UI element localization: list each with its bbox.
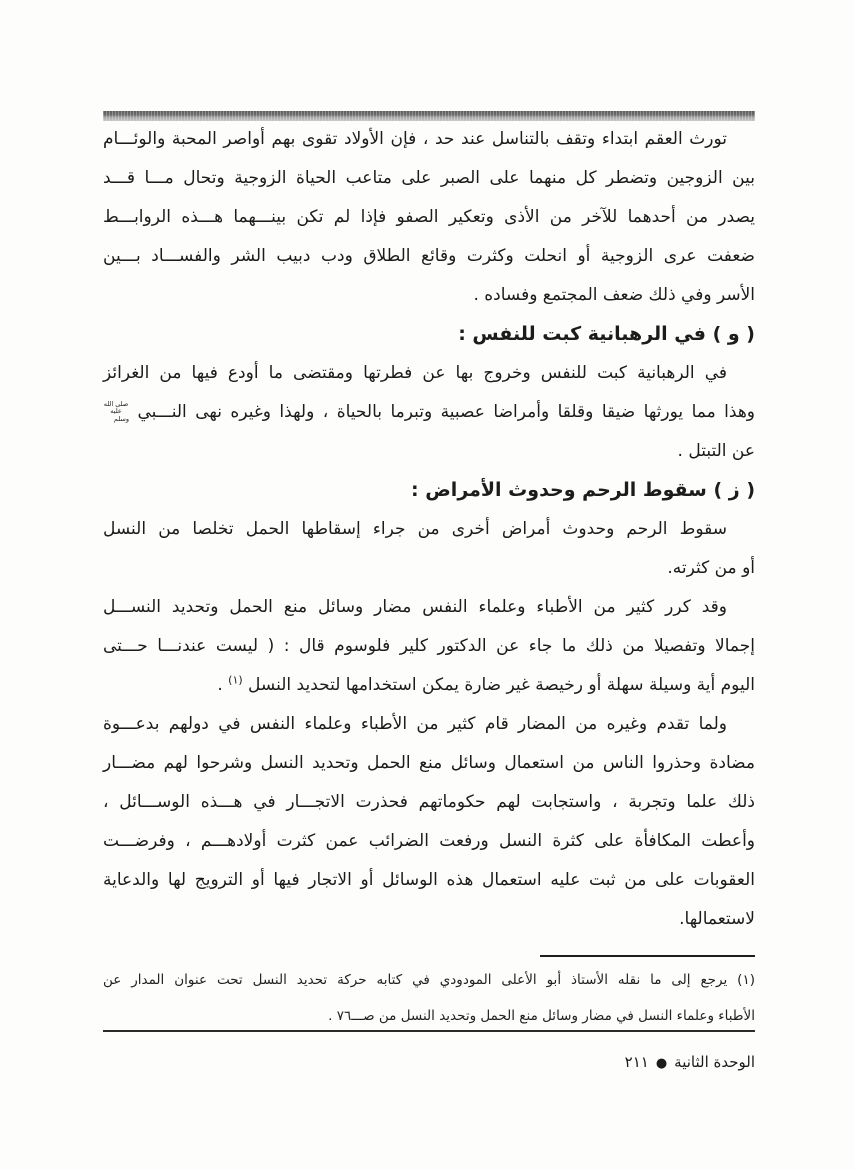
text-line: في الرهبانية كبت للنفس وخروج بها عن فطرتها ومقتضى ما أودع فيها من الغرائز	[103, 363, 727, 383]
footer-bullet: ●	[655, 1056, 668, 1071]
page-number: ١١٢	[624, 1053, 649, 1071]
text-line: مضادة وحذروا الناس من استعمال وسائل منع الحمل وتحديد النسل وشرحوا لهم مضـــار	[103, 753, 755, 773]
text-run: اليوم أية وسيلة سهلة أو رخيصة غير ضارة يمكن استخدامها لتحديد النسل	[242, 675, 755, 695]
text-line: الأسر وفي ذلك ضعف المجتمع وفساده .	[473, 285, 755, 305]
text-line: عن التبتل .	[677, 441, 755, 461]
text-line: إجمالا وتفصيلا من ذلك ما جاء عن الدكتور كلير فلوسوم قال : ( ليست عندنـــا حـــتى	[103, 636, 755, 656]
text-line	[103, 666, 755, 705]
footnote-line: الأطباء وعلماء النسل في مضار وسائل منع الحمل وتحديد النسل من صـــ٧٦ .	[328, 1008, 755, 1024]
text-run: وهذا مما يورثها ضيقا وقلقا وأمراضا عصبية وتبرما بالحياة ، ولهذا وغيره نهى النـــبي	[137, 402, 755, 422]
text-line: بين الزوجين وتضطر كل منهما على الصبر على متاعب الحياة الزوجية وتحال مـــا قـــد	[103, 168, 755, 188]
text-line: ذلك علما وتجربة ، واستجابت لهم حكوماتهم فحذرت الاتجـــار في هـــذه الوســـائل ،	[103, 792, 755, 812]
text-line: وقد كرر كثير من الأطباء وعلماء النفس مضار وسائل منع الحمل وتحديد النســـل	[103, 597, 727, 617]
paragraph	[103, 120, 755, 315]
text-line: العقوبات على من ثبت عليه استعمال هذه الوسائل أو الاتجار فيها أو الترويج لها والدعاية	[103, 870, 755, 890]
paragraph	[103, 705, 755, 939]
paragraph	[103, 354, 755, 471]
text-line: تورث العقم ابتداء وتقف بالتناسل عند حد ، فإن الأولاد تقوى بهم أواصر المحبة والوئـــام	[103, 129, 727, 149]
prophet-salutation-mark: صلى الله عليه وسلم	[103, 399, 129, 423]
unit-title: الوحدة الثانية	[674, 1053, 755, 1071]
section-heading-waw: ( و ) في الرهبانية كبت للنفس :	[458, 323, 755, 345]
text-line: ولما تقدم وغيره من المضار قام كثير من الأطباء وعلماء النفس في دولهم بدعـــوة	[103, 714, 727, 734]
footnote-separator-rule	[540, 955, 755, 957]
text-line: أو من كثرته.	[667, 558, 755, 578]
section-heading-zay: ( ز ) سقوط الرحم وحدوث الأمراض :	[411, 479, 755, 501]
footnote-reference-marker: (١)	[228, 673, 243, 687]
footnote	[103, 962, 755, 1034]
text-line: لاستعمالها.	[679, 909, 755, 929]
page-body	[103, 120, 755, 939]
paragraph	[103, 588, 755, 705]
footer-rule	[103, 1030, 755, 1032]
text-line: ضعفت عرى الزوجية أو انحلت وكثرت وقائع الطلاق ودب دبيب الشر والفســـاد بـــين	[103, 246, 755, 266]
page-footer	[103, 1048, 755, 1078]
text-line: سقوط الرحم وحدوث أمراض أخرى من جراء إسقاطها الحمل تخلصا من النسل	[103, 519, 727, 539]
text-line: وأعطت المكافأة على كثرة النسل ورفعت الضرائب عمن كثرت أولادهـــم ، وفرضـــت	[103, 831, 755, 851]
footnote-line: (١) يرجع إلى ما نقله الأستاذ أبو الأعلى المودودي في كتابه حركة تحديد النسل تحت عنوان المدار عن	[103, 972, 755, 988]
text-run: .	[217, 675, 229, 695]
text-line: يصدر من أحدهما للآخر من الأذى وتعكير الصفو فإذا لم تكن بينـــهما هـــذه الروابـــط	[103, 207, 755, 227]
paragraph	[103, 510, 755, 588]
text-line	[103, 393, 755, 432]
